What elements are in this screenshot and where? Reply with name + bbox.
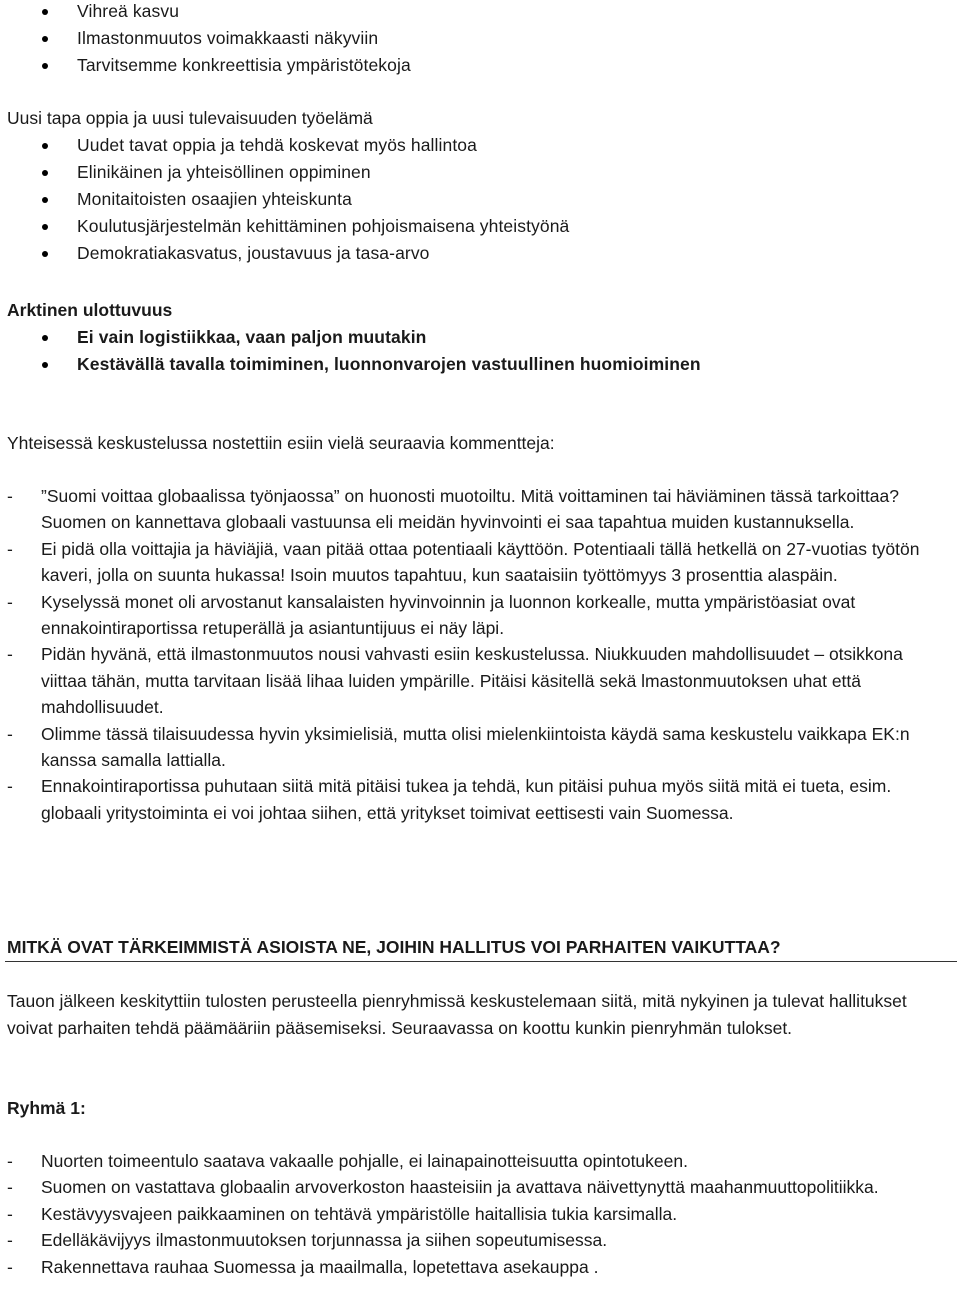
section-heading-arctic: Arktinen ulottuvuus bbox=[7, 300, 173, 320]
intro-paragraph: Tauon jälkeen keskityttiin tulosten perusteella pienryhmissä keskustelemaan siitä, mitä nykyinen ja tulevat hallitukset voivat parhaiten tehdä päämääriin pääsemiseksi. Seuraavassa on koottu kunkin pienryhmän tulokset. bbox=[7, 991, 907, 1038]
comment-list bbox=[0, 483, 960, 826]
list-item: Ilmastonmuutos voimakkaasti näkyviin bbox=[0, 25, 960, 52]
list-item: Demokratiakasvatus, joustavuus ja tasa-arvo bbox=[0, 240, 960, 267]
group-item: - Suomen on vastattava globaalin arvoverkoston haasteisiin ja avattava näivettynyttä maahanmuuttopolitiikka. bbox=[0, 1174, 960, 1200]
discussion-intro: Yhteisessä keskustelussa nostettiin esiin vielä seuraavia kommentteja: bbox=[7, 433, 555, 453]
list-item: Uudet tavat oppia ja tehdä koskevat myös hallintoa bbox=[0, 132, 960, 159]
list-item: Ei vain logistiikkaa, vaan paljon muutakin bbox=[0, 324, 960, 351]
list-item: Tarvitsemme konkreettisia ympäristötekoja bbox=[0, 52, 960, 79]
list-item: Elinikäinen ja yhteisöllinen oppiminen bbox=[0, 159, 960, 186]
list-item: Vihreä kasvu bbox=[0, 0, 960, 25]
comment-item: - Kyselyssä monet oli arvostanut kansalaisten hyvinvoinnin ja luonnon korkealle, mutta ympäristöasiat ovat ennakointiraportissa retuperällä ja asiantuntijuus ei näy läpi. bbox=[0, 589, 960, 642]
list-item: Monitaitoisten osaajien yhteiskunta bbox=[0, 186, 960, 213]
comment-item: - Pidän hyvänä, että ilmastonmuutos nousi vahvasti esiin keskustelussa. Niukkuuden mahdollisuudet – otsikkona viittaa tähän, mutta tarvitaan lisää lihaa luiden ympärille. Pitäisi käsitellä sekä lmastonmuutoksen uhat että mahdollisuudet. bbox=[0, 641, 960, 720]
group-item: - Nuorten toimeentulo saatava vakaalle pohjalle, ei lainapainotteisuutta opintotukeen. bbox=[0, 1148, 960, 1174]
arctic-bullet-list bbox=[0, 324, 960, 378]
section-heading-learning: Uusi tapa oppia ja uusi tulevaisuuden työelämä bbox=[7, 108, 373, 128]
comment-item: - Ei pidä olla voittajia ja häviäjiä, vaan pitää ottaa potentiaali käyttöön. Potentiaali tällä hetkellä on 27-vuotias työtön kaveri, jolla on suunta hukassa! Isoin muutos tapahtuu, kun saataisiin työttömyys 3 prosenttia alaspäin. bbox=[0, 536, 960, 589]
group-item: - Edelläkävijyys ilmastonmuutoksen torjunnassa ja siihen sopeutumisessa. bbox=[0, 1227, 960, 1253]
heading-underline bbox=[5, 961, 957, 962]
top-bullet-list bbox=[0, 0, 960, 79]
list-item: Koulutusjärjestelmän kehittäminen pohjoismaisena yhteistyönä bbox=[0, 213, 960, 240]
group-item: - Kestävyysvajeen paikkaaminen on tehtävä ympäristölle haitallisia tukia karsimalla. bbox=[0, 1201, 960, 1227]
comment-item: - ”Suomi voittaa globaalissa työnjaossa” on huonosti muotoiltu. Mitä voittaminen tai häviäminen tässä tarkoittaa? Suomen on kannettava globaali vastuunsa eli meidän hyvinvointi ei saa tapahtua muiden kustannuksella. bbox=[0, 483, 960, 536]
learning-bullet-list bbox=[0, 132, 960, 267]
main-question-heading: MITKÄ OVAT TÄRKEIMMISTÄ ASIOISTA NE, JOIHIN HALLITUS VOI PARHAITEN VAIKUTTAA? bbox=[7, 937, 781, 957]
comment-item: - Olimme tässä tilaisuudessa hyvin yksimielisiä, mutta olisi mielenkiintoista käydä sama keskustelu vaikkapa EK:n kanssa samalla lattialla. bbox=[0, 721, 960, 774]
group-heading: Ryhmä 1: bbox=[7, 1098, 86, 1118]
group-item: - Rakennettava rauhaa Suomessa ja maailmalla, lopetettava asekauppa . bbox=[0, 1254, 960, 1280]
group1-list bbox=[0, 1148, 960, 1280]
list-item: Kestävällä tavalla toimiminen, luonnonvarojen vastuullinen huomioiminen bbox=[0, 351, 960, 378]
comment-item: - Ennakointiraportissa puhutaan siitä mitä pitäisi tukea ja tehdä, kun pitäisi puhua myös siitä mitä ei tueta, esim. globaali yritystoiminta ei voi johtaa siihen, että yritykset toimivat eettisesti vain Suomessa. bbox=[0, 773, 960, 826]
